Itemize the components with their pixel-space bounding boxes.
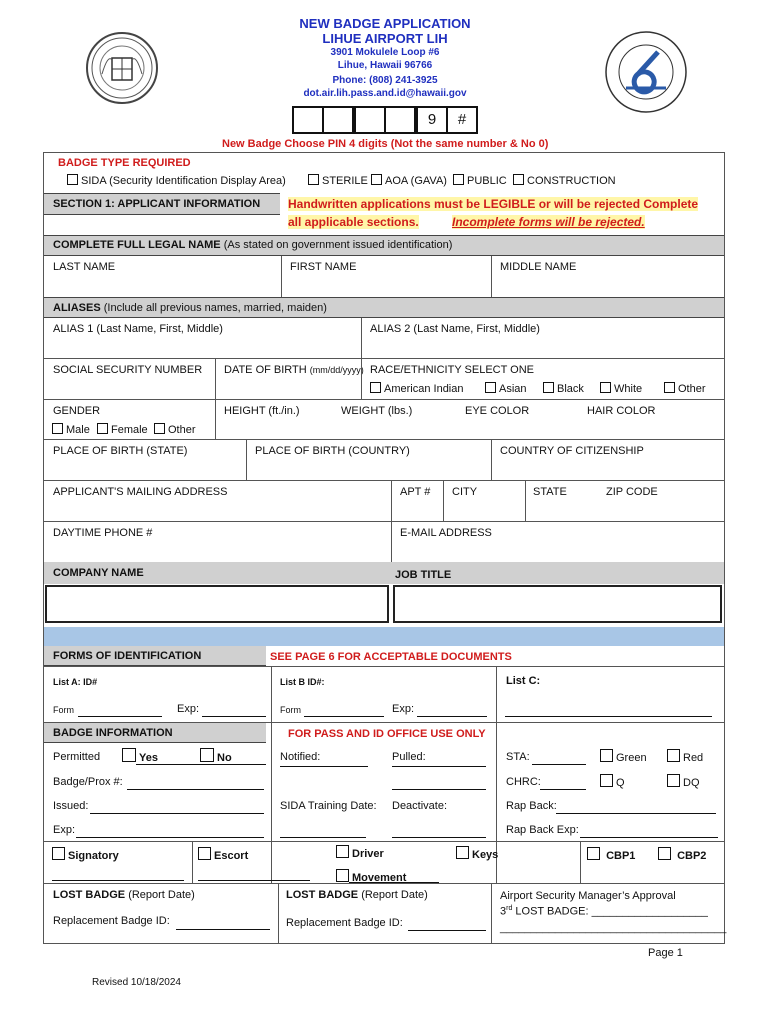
cbp1-option[interactable]: CBP1	[587, 847, 635, 862]
checkbox[interactable]	[154, 423, 165, 434]
replacement-1-input[interactable]	[176, 929, 270, 930]
signatory-option[interactable]: Signatory	[52, 847, 119, 862]
chrc-dq[interactable]: DQ	[667, 774, 700, 789]
divider	[443, 480, 444, 521]
divider	[246, 439, 247, 480]
race-other[interactable]: Other	[664, 382, 706, 395]
sida-training-input[interactable]	[280, 837, 366, 838]
pin-digit-1[interactable]	[292, 106, 324, 134]
form-frame	[43, 152, 725, 944]
list-c-label: List C:	[506, 675, 541, 687]
checkbox[interactable]	[658, 847, 671, 860]
escort-input[interactable]	[198, 880, 310, 881]
checkbox[interactable]	[587, 847, 600, 860]
divider	[44, 521, 724, 522]
weight-label: WEIGHT (lbs.)	[341, 405, 413, 417]
checkbox[interactable]	[97, 423, 108, 434]
chrc-label: CHRC:	[506, 776, 541, 788]
airport-name: LIHUE AIRPORT LIH	[322, 31, 448, 46]
manager-signature-line: _____________________________________	[500, 922, 727, 934]
divider	[271, 723, 272, 883]
divider	[192, 841, 193, 883]
issued-input[interactable]	[90, 813, 264, 814]
list-a-exp-input[interactable]	[202, 716, 266, 717]
divider	[391, 480, 392, 521]
eye-color-label: EYE COLOR	[465, 405, 530, 417]
pulled-label: Pulled:	[392, 751, 426, 763]
divider	[44, 399, 724, 400]
checkbox[interactable]	[600, 382, 611, 393]
replacement-2-label: Replacement Badge ID:	[286, 917, 403, 929]
checkbox[interactable]	[543, 382, 554, 393]
form-title: NEW BADGE APPLICATION	[299, 16, 471, 31]
phone-label: DAYTIME PHONE #	[53, 527, 153, 539]
race-white[interactable]: White	[600, 382, 642, 395]
checkbox[interactable]	[336, 869, 349, 882]
badge-prox-note-input[interactable]	[392, 789, 486, 790]
email-label: E-MAIL ADDRESS	[400, 527, 492, 539]
third-lost-badge-label: 3rd LOST BADGE: ___________________	[500, 905, 708, 918]
company-input[interactable]	[45, 585, 389, 623]
list-a-label: List A: ID#	[53, 677, 98, 687]
checkbox[interactable]	[664, 382, 675, 393]
warning-line-2: all applicable sections.	[288, 215, 419, 229]
gender-label: GENDER	[53, 405, 101, 417]
section-separator	[44, 627, 724, 646]
list-a-form-label: Form	[53, 705, 74, 715]
badge-prox-input[interactable]	[127, 789, 264, 790]
checkbox[interactable]	[52, 847, 65, 860]
middle-name-label: MIDDLE NAME	[500, 261, 577, 273]
id-note: SEE PAGE 6 FOR ACCEPTABLE DOCUMENTS	[270, 651, 512, 663]
address-line-2: Lihue, Hawaii 96766	[337, 60, 433, 71]
race-american-indian[interactable]: American Indian	[370, 382, 464, 395]
notified-input[interactable]	[280, 766, 368, 767]
cbp2-option[interactable]: CBP2	[658, 847, 706, 862]
revised-date: Revised 10/18/2024	[92, 977, 181, 988]
divider	[44, 841, 724, 842]
divider	[491, 256, 492, 297]
sta-green[interactable]: Green	[600, 749, 647, 764]
pulled-input[interactable]	[392, 766, 486, 767]
divider	[525, 480, 526, 521]
list-a-exp-label: Exp:	[177, 703, 200, 715]
pin-digit-5: 9	[416, 106, 448, 134]
badge-type-aoa[interactable]	[371, 174, 447, 187]
aoa-label: AOA (GAVA)	[385, 175, 447, 187]
mailing-address-label: APPLICANT'S MAILING ADDRESS	[53, 486, 228, 498]
badge-info-title: BADGE INFORMATION	[53, 727, 173, 739]
list-b-exp-input[interactable]	[417, 716, 487, 717]
pin-digit-6: #	[446, 106, 478, 134]
permitted-underline	[136, 764, 266, 765]
sta-label: STA:	[506, 751, 530, 763]
office-use-note: FOR PASS AND ID OFFICE USE ONLY	[288, 728, 486, 740]
deactivate-label: Deactivate:	[392, 800, 448, 812]
pin-digit-3[interactable]	[354, 106, 386, 134]
legal-name-heading: COMPLETE FULL LEGAL NAME (As stated on government issued identification)	[53, 239, 453, 251]
checkbox[interactable]	[667, 774, 680, 787]
page-number: Page 1	[648, 947, 683, 959]
gender-other[interactable]: Other	[154, 423, 196, 436]
state-label: STATE	[533, 486, 567, 498]
divider	[278, 883, 279, 944]
badge-type-sida[interactable]	[67, 174, 286, 187]
checkbox[interactable]	[667, 749, 680, 762]
gender-male[interactable]: Male	[52, 423, 90, 436]
lost-badge-2-label: LOST BADGE (Report Date)	[286, 889, 428, 901]
rap-back-exp-input[interactable]	[580, 837, 718, 838]
checkbox[interactable]	[200, 748, 214, 762]
checkbox[interactable]	[453, 174, 464, 185]
checkbox[interactable]	[485, 382, 496, 393]
gender-female[interactable]: Female	[97, 423, 148, 436]
id-title: FORMS OF IDENTIFICATION	[53, 650, 202, 662]
divider	[271, 666, 272, 722]
list-b-form-input[interactable]	[304, 716, 384, 717]
ssn-label: SOCIAL SECURITY NUMBER	[53, 364, 203, 376]
chrc-input[interactable]	[540, 789, 586, 790]
hair-color-label: HAIR COLOR	[587, 405, 656, 417]
divider	[44, 358, 724, 359]
pin-digit-4[interactable]	[384, 106, 416, 134]
checkbox[interactable]	[513, 174, 524, 185]
list-b-form-label: Form	[280, 705, 301, 715]
divider	[496, 666, 497, 722]
exp-label: Exp:	[53, 824, 76, 836]
permitted-label: Permitted	[53, 751, 101, 763]
apt-label: APT #	[400, 486, 431, 498]
alias1-label: ALIAS 1 (Last Name, First, Middle)	[53, 323, 223, 335]
sida-label: SIDA (Security Identification Display Area)	[81, 175, 286, 187]
pob-state-label: PLACE OF BIRTH (STATE)	[53, 445, 188, 457]
signatory-input[interactable]	[52, 880, 184, 881]
exp-input[interactable]	[76, 837, 264, 838]
keys-option[interactable]: Keys	[456, 846, 498, 861]
checkbox[interactable]	[67, 174, 78, 185]
driver-option[interactable]: Driver	[336, 845, 384, 860]
divider	[361, 318, 362, 359]
divider	[44, 883, 724, 884]
checkbox[interactable]	[336, 845, 349, 858]
job-title-input[interactable]	[393, 585, 722, 623]
warning-line-3: Incomplete forms will be rejected.	[452, 215, 645, 229]
manager-approval-label: Airport Security Manager’s Approval	[500, 890, 676, 902]
replacement-2-input[interactable]	[408, 930, 486, 931]
checkbox[interactable]	[600, 774, 613, 787]
list-b-label: List B ID#:	[280, 677, 325, 687]
permitted-no[interactable]: No	[200, 748, 232, 764]
list-a-form-input[interactable]	[78, 716, 162, 717]
first-name-label: FIRST NAME	[290, 261, 357, 273]
height-label: HEIGHT (ft./in.)	[224, 405, 300, 417]
section1-title: SECTION 1: APPLICANT INFORMATION	[53, 198, 261, 210]
list-b-exp-label: Exp:	[392, 703, 415, 715]
notified-label: Notified:	[280, 751, 321, 763]
sida-training-label: SIDA Training Date:	[280, 800, 377, 812]
divider	[580, 841, 581, 883]
sta-input[interactable]	[532, 764, 586, 765]
rap-back-exp-label: Rap Back Exp:	[506, 824, 579, 836]
divider	[491, 439, 492, 480]
checkbox[interactable]	[52, 423, 63, 434]
address-line-1: 3901 Mokulele Loop #6	[330, 47, 440, 58]
dot-logo-icon	[604, 30, 688, 114]
issued-label: Issued:	[53, 800, 89, 812]
checkbox[interactable]	[371, 174, 382, 185]
divider	[491, 883, 492, 944]
deactivate-input[interactable]	[392, 837, 486, 838]
badge-type-public[interactable]	[453, 174, 507, 187]
divider	[361, 358, 362, 399]
pin-instruction: New Badge Choose PIN 4 digits (Not the same number & No 0)	[222, 138, 549, 150]
phone-number: Phone: (808) 241-3925	[332, 75, 438, 86]
rap-back-input[interactable]	[556, 813, 716, 814]
alias2-label: ALIAS 2 (Last Name, First, Middle)	[370, 323, 540, 335]
public-label: PUBLIC	[467, 175, 507, 187]
checkbox[interactable]	[456, 846, 469, 859]
permitted-yes[interactable]: Yes	[122, 748, 158, 764]
divider	[44, 666, 724, 667]
divider	[391, 521, 392, 562]
checkbox[interactable]	[198, 847, 211, 860]
rap-back-label: Rap Back:	[506, 800, 557, 812]
construction-label: CONSTRUCTION	[527, 175, 616, 187]
city-label: CITY	[452, 486, 478, 498]
checkbox[interactable]	[122, 748, 136, 762]
pob-country-label: PLACE OF BIRTH (COUNTRY)	[255, 445, 410, 457]
checkbox[interactable]	[600, 749, 613, 762]
last-name-label: LAST NAME	[53, 261, 116, 273]
badge-type-construction[interactable]	[513, 174, 616, 187]
escort-option[interactable]: Escort	[198, 847, 248, 862]
divider	[44, 439, 724, 440]
list-c-input[interactable]	[505, 716, 712, 717]
divider	[281, 256, 282, 297]
aliases-heading: ALIASES (Include all previous names, married, maiden)	[53, 302, 327, 314]
checkbox[interactable]	[370, 382, 381, 393]
divider	[215, 399, 216, 439]
lost-badge-1-label: LOST BADGE (Report Date)	[53, 889, 195, 901]
replacement-1-label: Replacement Badge ID:	[53, 915, 170, 927]
divider	[44, 480, 724, 481]
warning-line-1: Handwritten applications must be LEGIBLE or will be rejected Complete	[288, 197, 699, 211]
race-label: RACE/ETHNICITY SELECT ONE	[370, 364, 535, 376]
checkbox[interactable]	[308, 174, 319, 185]
chrc-q[interactable]: Q	[600, 774, 625, 789]
badge-type-sterile[interactable]	[308, 174, 368, 187]
company-label: COMPANY NAME	[53, 567, 144, 579]
race-asian[interactable]: Asian	[485, 382, 527, 395]
seal-of-hawaii-icon	[86, 32, 158, 104]
divider	[215, 358, 216, 399]
movement-option[interactable]: Movement	[336, 869, 406, 884]
badge-type-label: BADGE TYPE REQUIRED	[58, 157, 191, 169]
dob-label: DATE OF BIRTH (mm/dd/yyyy)	[224, 364, 364, 376]
sterile-label: STERILE	[322, 175, 368, 187]
zip-label: ZIP CODE	[606, 486, 658, 498]
badge-prox-label: Badge/Prox #:	[53, 776, 123, 788]
job-title-label: JOB TITLE	[395, 569, 452, 581]
sta-red[interactable]: Red	[667, 749, 703, 764]
race-black[interactable]: Black	[543, 382, 584, 395]
citizenship-label: COUNTRY OF CITIZENSHIP	[500, 445, 644, 457]
company-band	[44, 562, 724, 584]
contact-email: dot.air.lih.pass.and.id@hawaii.gov	[303, 88, 467, 99]
pin-digit-2[interactable]	[322, 106, 354, 134]
